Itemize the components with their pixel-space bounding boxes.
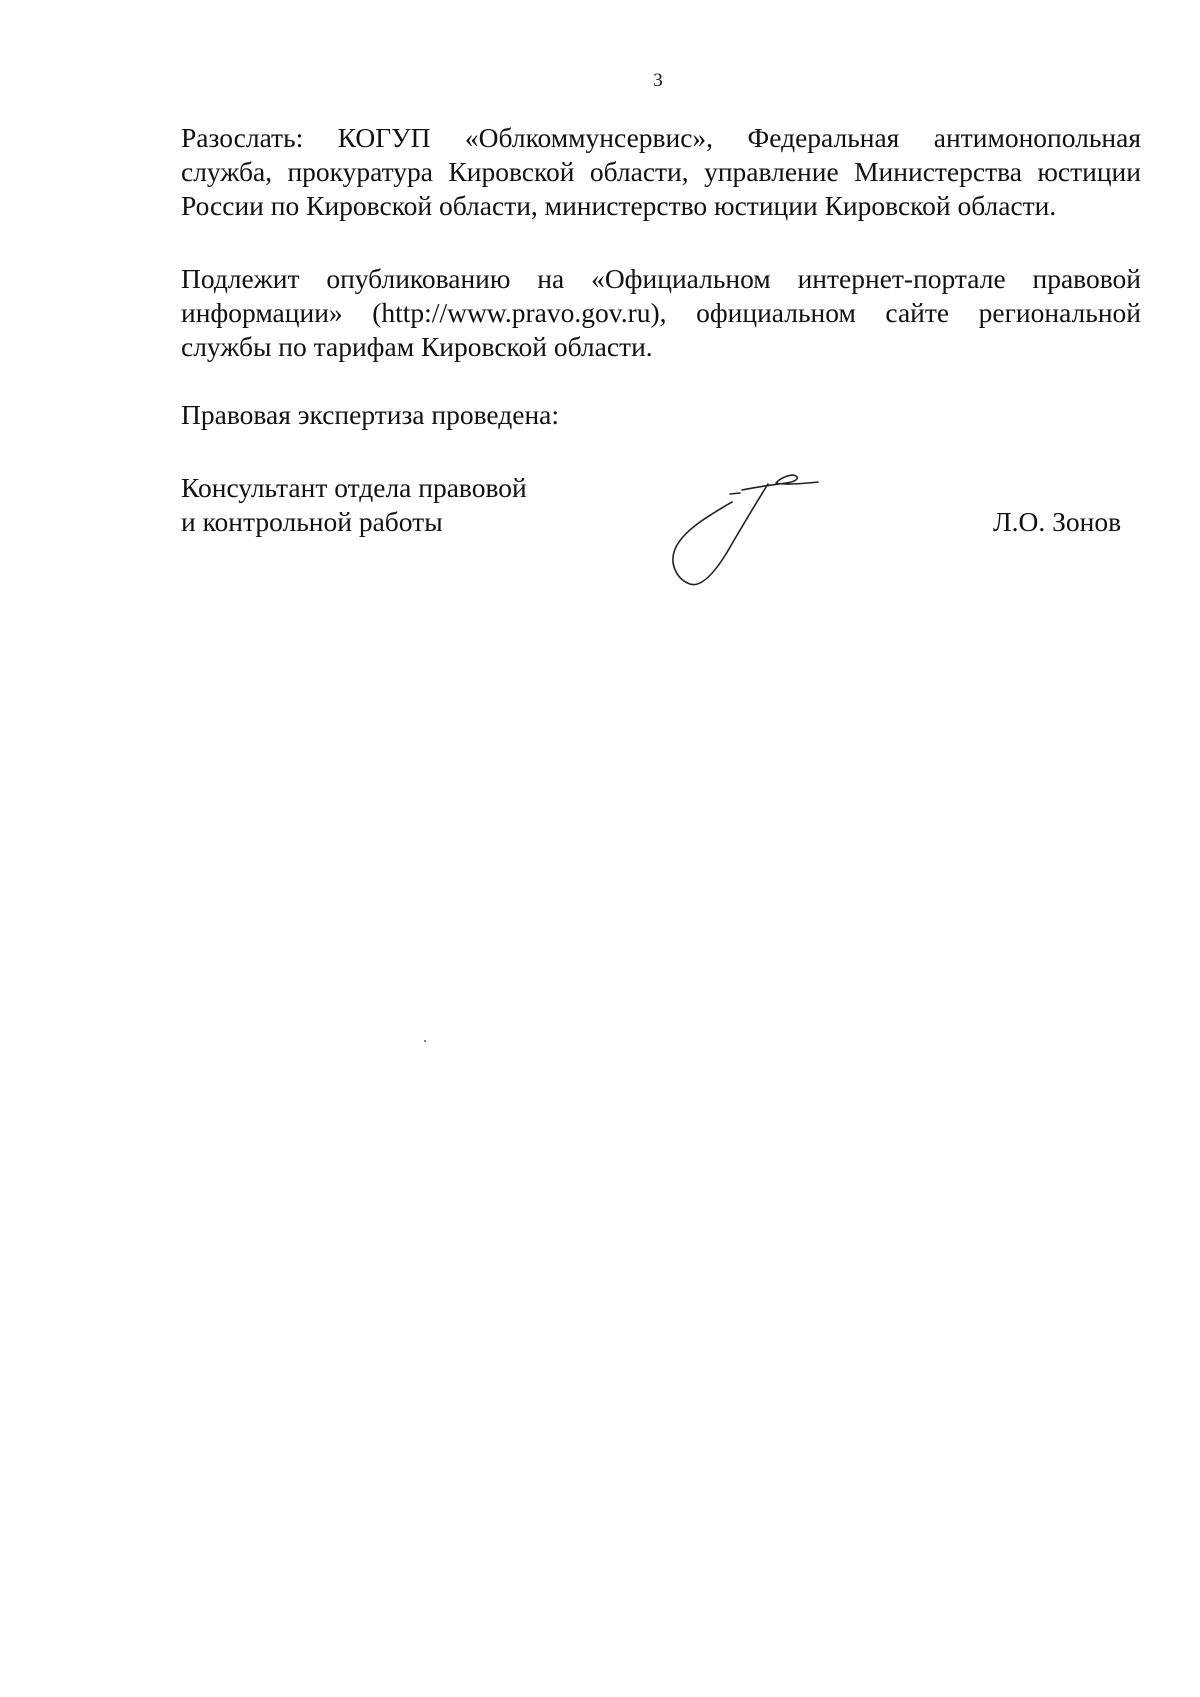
handwritten-signature xyxy=(660,470,830,590)
signer-position-line: Консультант отдела правовой xyxy=(181,472,527,503)
distribution-paragraph xyxy=(181,121,1141,223)
publication-line: информации» (http://www.pravo.gov.ru), официальном сайте региональной xyxy=(181,297,1141,328)
scan-speck xyxy=(424,1040,426,1042)
publication-line: Подлежит опубликованию на «Официальном интернет-портале правовой xyxy=(181,263,1141,294)
distribution-line: служба, прокуратура Кировской области, управление Министерства юстиции xyxy=(181,156,1141,187)
legal-expertise-text: Правовая экспертиза проведена: xyxy=(181,399,560,430)
page-number: 3 xyxy=(653,70,663,91)
signer-position xyxy=(181,471,527,539)
signer-name: Л.О. Зонов xyxy=(993,506,1122,537)
signer-position-line: и контрольной работы xyxy=(181,506,443,537)
distribution-line: Разослать: КОГУП «Облкоммунсервис», Федеральная антимонопольная xyxy=(181,122,1141,153)
distribution-line: России по Кировской области, министерство юстиции Кировской области. xyxy=(181,190,1057,221)
publication-line: службы по тарифам Кировской области. xyxy=(181,331,653,362)
publication-paragraph xyxy=(181,262,1141,364)
legal-expertise-note xyxy=(181,398,1141,432)
